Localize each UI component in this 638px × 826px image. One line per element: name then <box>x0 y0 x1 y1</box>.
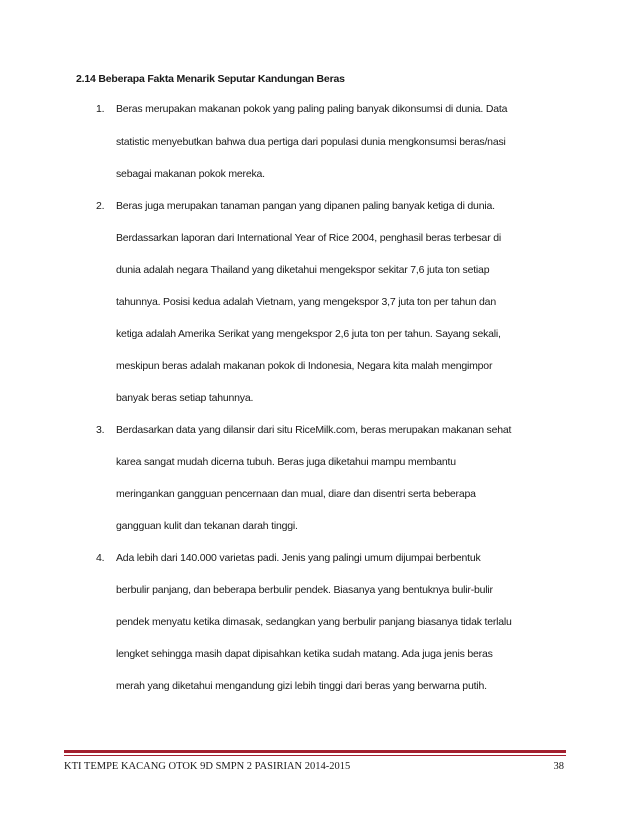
list-item-line: lengket sehingga masih dapat dipisahkan ketika sudah matang. Ada juga jenis beras <box>116 648 493 660</box>
list-item-line: banyak beras setiap tahunnya. <box>116 392 254 404</box>
list-item-number: 4. <box>96 552 105 564</box>
footer-rule <box>64 750 566 753</box>
list-item-line: Berdasarkan data yang dilansir dari situ RiceMilk.com, beras merupakan makanan sehat <box>116 424 512 436</box>
list-item-line: dunia adalah negara Thailand yang diketahui mengekspor sekitar 7,6 juta ton setiap <box>116 264 490 276</box>
list-item-line: meringankan gangguan pencernaan dan mual, diare dan disentri serta beberapa <box>116 488 476 500</box>
list-item-line: gangguan kulit dan tekanan darah tinggi. <box>116 520 298 532</box>
footer-rule-thin <box>64 755 566 756</box>
list-item-line: sebagai makanan pokok mereka. <box>116 168 265 180</box>
list-item-number: 1. <box>96 103 105 115</box>
list-item-line: Ada lebih dari 140.000 varietas padi. Jenis yang palingi umum dijumpai berbentuk <box>116 552 481 564</box>
list-item-number: 2. <box>96 200 105 212</box>
list-item-line: Berdassarkan laporan dari International Year of Rice 2004, penghasil beras terbesar di <box>116 232 501 244</box>
list-item-line: Beras merupakan makanan pokok yang paling paling banyak dikonsumsi di dunia. Data <box>116 103 508 115</box>
list-item-number: 3. <box>96 424 105 436</box>
list-item-line: Beras juga merupakan tanaman pangan yang dipanen paling banyak ketiga di dunia. <box>116 200 495 212</box>
section-heading: 2.14 Beberapa Fakta Menarik Seputar Kandungan Beras <box>76 73 345 85</box>
list-item-line: tahunnya. Posisi kedua adalah Vietnam, yang mengekspor 3,7 juta ton per tahun dan <box>116 296 496 308</box>
list-item-line: meskipun beras adalah makanan pokok di Indonesia, Negara kita malah mengimpor <box>116 360 493 372</box>
list-item-line: karea sangat mudah dicerna tubuh. Beras juga diketahui mampu membantu <box>116 456 456 468</box>
list-item-line: berbulir panjang, dan beberapa berbulir pendek. Biasanya yang bentuknya bulir-bulir <box>116 584 493 596</box>
list-item-line: merah yang diketahui mengandung gizi lebih tinggi dari beras yang berwarna putih. <box>116 680 487 692</box>
list-item-line: statistic menyebutkan bahwa dua pertiga dari populasi dunia mengkonsumsi beras/nasi <box>116 136 506 148</box>
list-item-line: pendek menyatu ketika dimasak, sedangkan yang berbulir panjang biasanya tidak terlalu <box>116 616 512 628</box>
page-number: 38 <box>553 761 564 772</box>
footer-title: KTI TEMPE KACANG OTOK 9D SMPN 2 PASIRIAN 2014-2015 <box>64 761 351 772</box>
list-item-line: ketiga adalah Amerika Serikat yang mengekspor 2,6 juta ton per tahun. Sayang sekali, <box>116 328 501 340</box>
